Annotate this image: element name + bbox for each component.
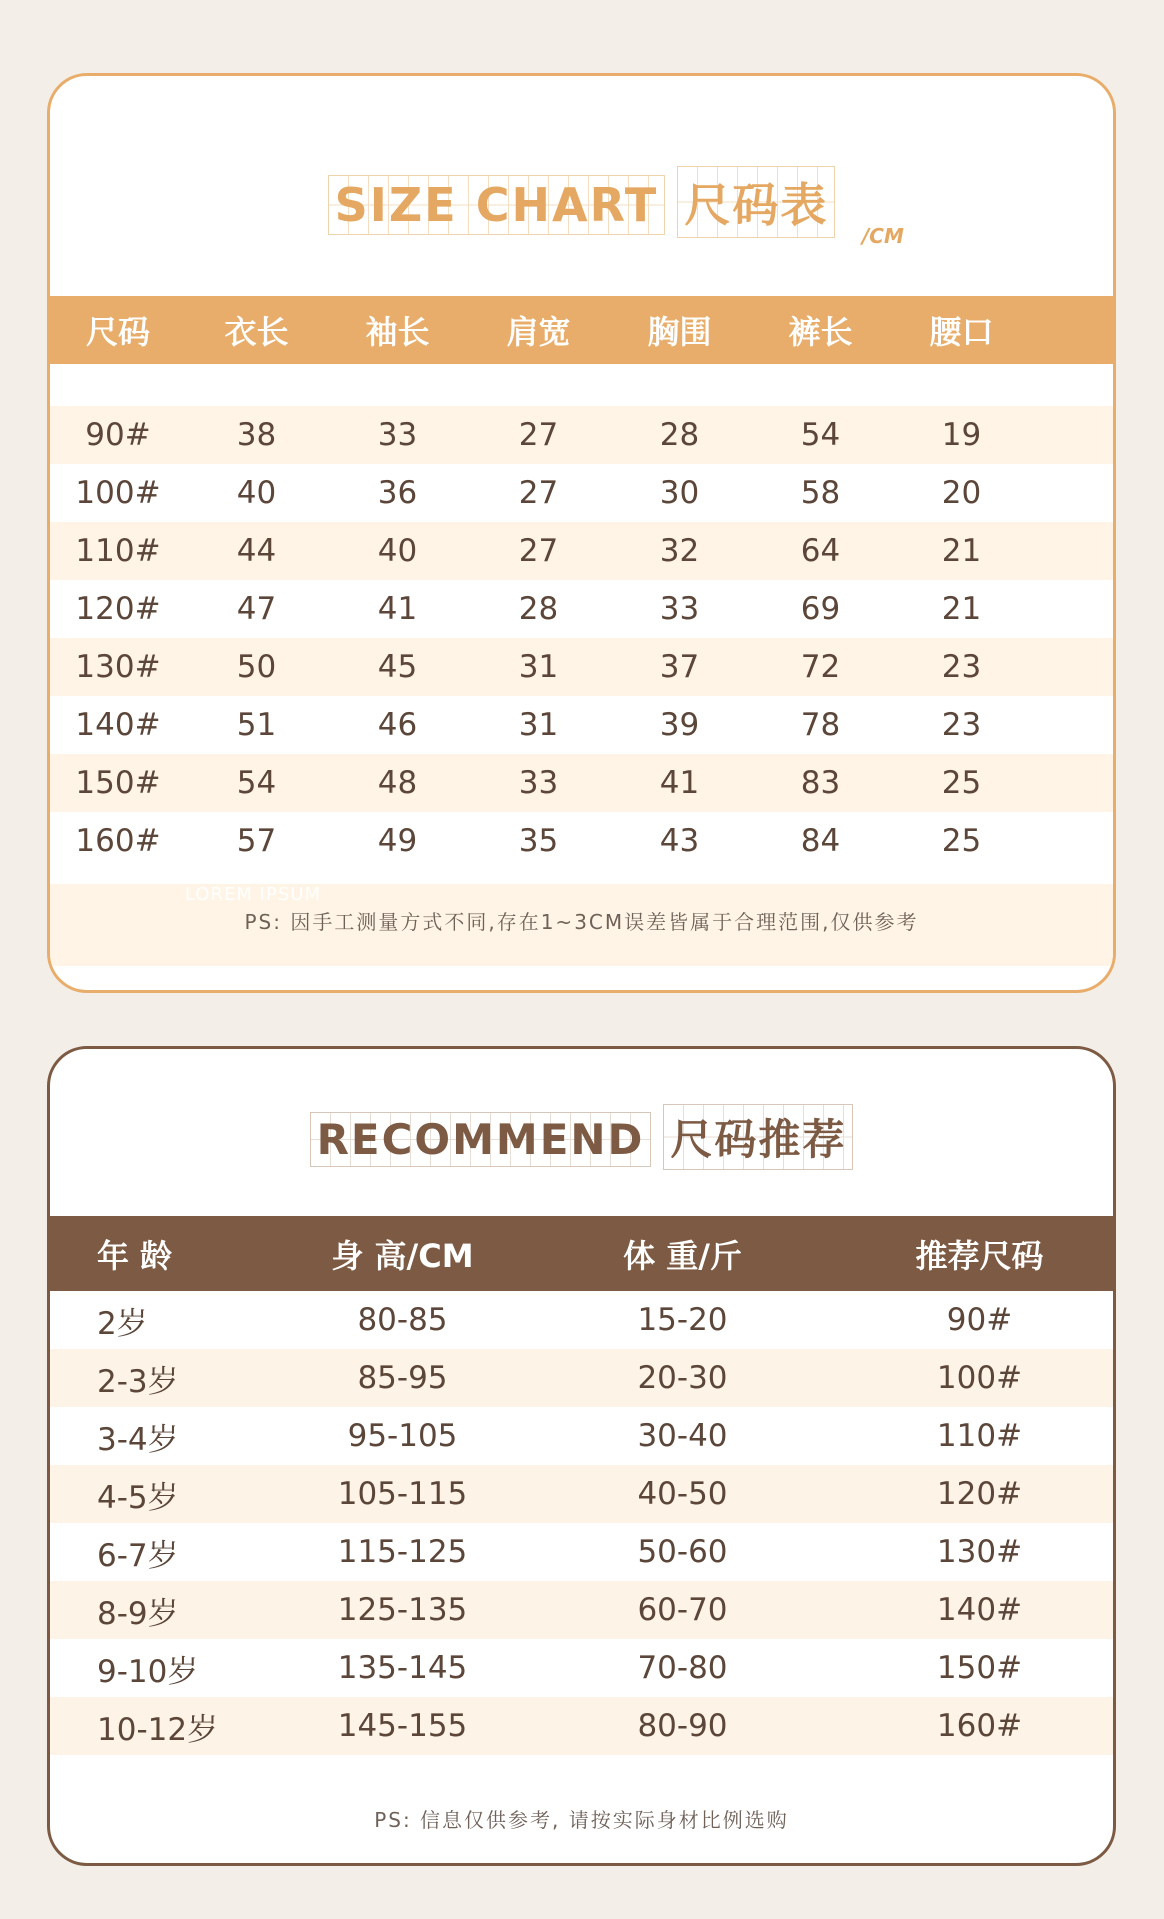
table-cell: 28 <box>518 591 559 627</box>
table-cell: 110# <box>75 533 161 569</box>
table-cell: 21 <box>941 533 982 569</box>
table-row <box>50 638 1113 696</box>
table-cell: 70-80 <box>637 1650 728 1686</box>
table-cell: 120# <box>936 1476 1023 1512</box>
table-cell: 80-85 <box>357 1302 448 1338</box>
table-cell: 50-60 <box>637 1534 728 1570</box>
table-cell: 49 <box>377 823 418 859</box>
table-cell: 64 <box>800 533 841 569</box>
header-shoulder: 肩宽 <box>506 313 571 351</box>
table-cell: 150# <box>936 1650 1023 1686</box>
table-cell: 20-30 <box>637 1360 728 1396</box>
table-row <box>50 1349 1113 1407</box>
header-length: 衣长 <box>224 313 289 351</box>
size-table-spacer <box>50 364 1113 406</box>
table-cell: 10-12岁 <box>97 1711 219 1748</box>
table-cell: 35 <box>518 823 559 859</box>
table-cell: 19 <box>941 417 982 453</box>
table-cell: 30-40 <box>637 1418 728 1454</box>
table-cell: 40 <box>236 475 277 511</box>
table-cell: 47 <box>236 591 277 627</box>
table-row <box>50 1639 1113 1697</box>
table-cell: 25 <box>941 765 982 801</box>
table-row <box>50 1465 1113 1523</box>
size-chart-card <box>47 73 1116 993</box>
table-cell: 84 <box>800 823 841 859</box>
table-row <box>50 464 1113 522</box>
table-cell: 27 <box>518 533 559 569</box>
table-cell: 21 <box>941 591 982 627</box>
table-cell: 31 <box>518 707 559 743</box>
table-cell: 57 <box>236 823 277 859</box>
table-cell: 39 <box>659 707 700 743</box>
table-row <box>50 580 1113 638</box>
table-cell: 90# <box>85 417 151 453</box>
header-waist: 腰口 <box>929 313 994 351</box>
recommend-table-body <box>50 1291 1113 1755</box>
table-cell: 43 <box>659 823 700 859</box>
table-cell: 140# <box>936 1592 1023 1628</box>
table-row <box>50 1581 1113 1639</box>
table-cell: 140# <box>75 707 161 743</box>
table-cell: 72 <box>800 649 841 685</box>
table-cell: 110# <box>936 1418 1023 1454</box>
table-cell: 46 <box>377 707 418 743</box>
table-cell: 6-7岁 <box>97 1537 179 1574</box>
table-cell: 95-105 <box>347 1418 458 1454</box>
table-cell: 145-155 <box>337 1708 468 1744</box>
table-cell: 44 <box>236 533 277 569</box>
table-cell: 3-4岁 <box>97 1421 179 1458</box>
size-table-header <box>50 296 1113 364</box>
table-row <box>50 522 1113 580</box>
header-height: 身 高/CM <box>331 1236 474 1275</box>
header-weight: 体 重/斤 <box>623 1236 742 1275</box>
table-cell: 41 <box>377 591 418 627</box>
table-row <box>50 1291 1113 1349</box>
table-cell: 33 <box>659 591 700 627</box>
size-chart-title-cn: 尺码表 <box>677 166 835 238</box>
header-sleeve: 袖长 <box>365 313 430 351</box>
table-cell: 80-90 <box>637 1708 728 1744</box>
table-cell: 2岁 <box>97 1305 148 1342</box>
table-cell: 33 <box>377 417 418 453</box>
table-cell: 28 <box>659 417 700 453</box>
table-row <box>50 754 1113 812</box>
table-cell: 100# <box>75 475 161 511</box>
header-chest: 胸围 <box>647 313 712 351</box>
header-recommended-size: 推荐尺码 <box>915 1236 1044 1275</box>
table-cell: 85-95 <box>357 1360 448 1396</box>
header-size: 尺码 <box>85 313 150 351</box>
size-note: PS: 因手工测量方式不同,存在1~3CM误差皆属于合理范围,仅供参考 <box>244 910 919 934</box>
table-cell: 160# <box>936 1708 1023 1744</box>
size-table-body <box>50 406 1113 870</box>
table-cell: 20 <box>941 475 982 511</box>
table-cell: 125-135 <box>337 1592 468 1628</box>
table-row <box>50 696 1113 754</box>
size-chart-title <box>50 166 1113 238</box>
table-cell: 90# <box>946 1302 1013 1338</box>
table-cell: 150# <box>75 765 161 801</box>
table-cell: 83 <box>800 765 841 801</box>
table-cell: 60-70 <box>637 1592 728 1628</box>
table-cell: 48 <box>377 765 418 801</box>
table-cell: 58 <box>800 475 841 511</box>
table-row <box>50 1407 1113 1465</box>
header-pants-length: 裤长 <box>788 313 853 351</box>
table-cell: 23 <box>941 649 982 685</box>
table-row <box>50 812 1113 870</box>
recommend-title-cn: 尺码推荐 <box>663 1104 853 1170</box>
table-cell: 15-20 <box>637 1302 728 1338</box>
table-cell: 2-3岁 <box>97 1363 179 1400</box>
table-row <box>50 406 1113 464</box>
table-row <box>50 1697 1113 1755</box>
table-cell: 4-5岁 <box>97 1479 179 1516</box>
table-cell: 45 <box>377 649 418 685</box>
table-cell: 115-125 <box>337 1534 468 1570</box>
table-cell: 160# <box>75 823 161 859</box>
table-cell: 40 <box>377 533 418 569</box>
table-cell: 100# <box>936 1360 1023 1396</box>
table-cell: 130# <box>75 649 161 685</box>
size-chart-title-en: SIZE CHART <box>328 175 666 235</box>
recommend-note: PS: 信息仅供参考, 请按实际身材比例选购 <box>374 1808 789 1832</box>
table-cell: 25 <box>941 823 982 859</box>
recommend-title <box>50 1104 1113 1170</box>
table-cell: 8-9岁 <box>97 1595 179 1632</box>
table-cell: 38 <box>236 417 277 453</box>
table-cell: 69 <box>800 591 841 627</box>
unit-label: /CM <box>862 224 904 248</box>
table-cell: 51 <box>236 707 277 743</box>
table-cell: 33 <box>518 765 559 801</box>
table-cell: 31 <box>518 649 559 685</box>
recommend-table-header <box>50 1216 1113 1291</box>
recommend-card <box>47 1046 1116 1866</box>
table-cell: 36 <box>377 475 418 511</box>
table-cell: 41 <box>659 765 700 801</box>
table-cell: 54 <box>236 765 277 801</box>
table-row <box>50 1523 1113 1581</box>
table-cell: 105-115 <box>337 1476 468 1512</box>
recommend-title-en: RECOMMEND <box>310 1112 652 1167</box>
table-cell: 23 <box>941 707 982 743</box>
table-cell: 130# <box>936 1534 1023 1570</box>
table-cell: 32 <box>659 533 700 569</box>
header-age: 年 龄 <box>97 1236 173 1275</box>
table-cell: 9-10岁 <box>97 1653 199 1690</box>
table-cell: 40-50 <box>637 1476 728 1512</box>
table-cell: 27 <box>518 475 559 511</box>
table-cell: 135-145 <box>337 1650 468 1686</box>
table-cell: 50 <box>236 649 277 685</box>
table-cell: 120# <box>75 591 161 627</box>
table-cell: 30 <box>659 475 700 511</box>
table-cell: 27 <box>518 417 559 453</box>
watermark-text: LOREM IPSUM <box>185 884 321 905</box>
table-cell: 54 <box>800 417 841 453</box>
table-cell: 37 <box>659 649 700 685</box>
table-cell: 78 <box>800 707 841 743</box>
